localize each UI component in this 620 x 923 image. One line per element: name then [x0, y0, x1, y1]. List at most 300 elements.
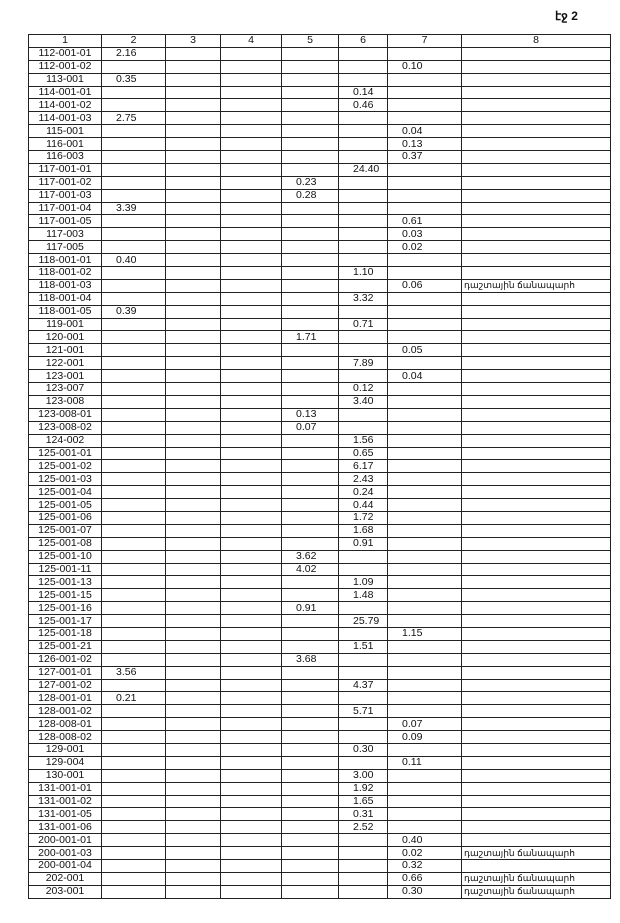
area-cell-col5 — [282, 99, 339, 112]
table-row — [29, 511, 611, 524]
area-cell-col5 — [282, 499, 339, 512]
area-cell-col2 — [102, 821, 166, 834]
table-row — [29, 550, 611, 563]
area-cell-col7 — [388, 99, 462, 112]
table-row — [29, 202, 611, 215]
parcel-code-cell: 123-008 — [29, 395, 102, 408]
note-cell — [462, 524, 611, 537]
note-cell — [462, 473, 611, 486]
note-cell — [462, 769, 611, 782]
area-cell-col7 — [388, 421, 462, 434]
parcel-code-cell: 125-001-13 — [29, 576, 102, 589]
area-cell-col6 — [339, 241, 388, 254]
note-cell — [462, 666, 611, 679]
area-cell-col5 — [282, 821, 339, 834]
area-cell-col4 — [221, 357, 282, 370]
area-cell-col3 — [166, 421, 221, 434]
table-row — [29, 834, 611, 847]
area-cell-col7 — [388, 383, 462, 396]
area-cell-col4 — [221, 860, 282, 873]
table-row — [29, 731, 611, 744]
table-row — [29, 305, 611, 318]
parcel-code-cell: 125-001-04 — [29, 486, 102, 499]
area-cell-col7 — [388, 447, 462, 460]
area-cell-col4 — [221, 383, 282, 396]
area-cell-col7 — [388, 486, 462, 499]
area-cell-col3 — [166, 383, 221, 396]
area-cell-col5 — [282, 769, 339, 782]
area-cell-col6: 0.71 — [339, 318, 388, 331]
column-header-8: 8 — [462, 35, 611, 48]
area-cell-col6 — [339, 202, 388, 215]
area-cell-col6: 0.24 — [339, 486, 388, 499]
area-cell-col3 — [166, 615, 221, 628]
area-cell-col4 — [221, 318, 282, 331]
area-cell-col7: 0.04 — [388, 370, 462, 383]
area-cell-col7 — [388, 563, 462, 576]
table-row — [29, 254, 611, 267]
area-cell-col3 — [166, 434, 221, 447]
area-cell-col5: 3.68 — [282, 653, 339, 666]
parcel-code-cell: 113-001 — [29, 73, 102, 86]
note-cell — [462, 421, 611, 434]
area-cell-col7 — [388, 318, 462, 331]
table-row — [29, 872, 611, 885]
area-cell-col6: 5.71 — [339, 705, 388, 718]
parcel-code-cell: 129-001 — [29, 743, 102, 756]
area-cell-col4 — [221, 99, 282, 112]
table-row — [29, 395, 611, 408]
area-cell-col2 — [102, 872, 166, 885]
area-cell-col7 — [388, 666, 462, 679]
area-cell-col4 — [221, 112, 282, 125]
note-cell — [462, 99, 611, 112]
parcel-code-cell: 114-001-03 — [29, 112, 102, 125]
note-cell — [462, 731, 611, 744]
parcel-code-cell: 128-001-01 — [29, 692, 102, 705]
area-cell-col5 — [282, 344, 339, 357]
area-cell-col5 — [282, 872, 339, 885]
area-cell-col6 — [339, 602, 388, 615]
area-cell-col2 — [102, 731, 166, 744]
area-cell-col7 — [388, 679, 462, 692]
area-cell-col3 — [166, 254, 221, 267]
area-cell-col5 — [282, 615, 339, 628]
area-cell-col4 — [221, 421, 282, 434]
area-cell-col6 — [339, 834, 388, 847]
area-cell-col3 — [166, 189, 221, 202]
area-cell-col3 — [166, 473, 221, 486]
table-row — [29, 163, 611, 176]
parcel-code-cell: 203-001 — [29, 885, 102, 898]
area-cell-col5 — [282, 511, 339, 524]
parcel-code-cell: 125-001-18 — [29, 627, 102, 640]
area-cell-col6: 1.10 — [339, 267, 388, 280]
area-cell-col6: 0.44 — [339, 499, 388, 512]
table-row — [29, 86, 611, 99]
area-cell-col6: 24.40 — [339, 163, 388, 176]
area-cell-col3 — [166, 692, 221, 705]
area-cell-col2: 2.16 — [102, 47, 166, 60]
area-cell-col7 — [388, 292, 462, 305]
area-cell-col4 — [221, 563, 282, 576]
area-cell-col4 — [221, 305, 282, 318]
area-cell-col7 — [388, 589, 462, 602]
area-cell-col4 — [221, 653, 282, 666]
area-cell-col7: 0.32 — [388, 860, 462, 873]
area-cell-col4 — [221, 847, 282, 860]
area-cell-col5 — [282, 151, 339, 164]
note-cell — [462, 86, 611, 99]
area-cell-col7: 0.04 — [388, 125, 462, 138]
area-cell-col4 — [221, 176, 282, 189]
area-cell-col2 — [102, 370, 166, 383]
area-cell-col4 — [221, 640, 282, 653]
note-cell: դաշտային ճանապարհ — [462, 872, 611, 885]
area-cell-col4 — [221, 602, 282, 615]
area-cell-col4 — [221, 705, 282, 718]
area-cell-col6: 0.12 — [339, 383, 388, 396]
area-cell-col2: 3.56 — [102, 666, 166, 679]
table-row — [29, 808, 611, 821]
note-cell — [462, 344, 611, 357]
area-cell-col3 — [166, 847, 221, 860]
note-cell — [462, 679, 611, 692]
area-cell-col4 — [221, 486, 282, 499]
note-cell — [462, 705, 611, 718]
area-cell-col2 — [102, 447, 166, 460]
area-cell-col5 — [282, 847, 339, 860]
note-cell — [462, 511, 611, 524]
area-cell-col6: 0.91 — [339, 537, 388, 550]
area-cell-col3 — [166, 318, 221, 331]
area-cell-col6: 2.43 — [339, 473, 388, 486]
parcel-code-cell: 125-001-16 — [29, 602, 102, 615]
area-cell-col3 — [166, 705, 221, 718]
area-cell-col3 — [166, 885, 221, 898]
table-row — [29, 357, 611, 370]
parcel-code-cell: 114-001-01 — [29, 86, 102, 99]
area-cell-col6 — [339, 215, 388, 228]
area-cell-col7: 1.15 — [388, 627, 462, 640]
parcel-code-cell: 128-008-01 — [29, 718, 102, 731]
note-cell — [462, 434, 611, 447]
area-cell-col6: 1.68 — [339, 524, 388, 537]
area-cell-col7 — [388, 653, 462, 666]
note-cell — [462, 47, 611, 60]
area-cell-col2 — [102, 795, 166, 808]
note-cell — [462, 151, 611, 164]
area-cell-col5 — [282, 679, 339, 692]
area-cell-col3 — [166, 511, 221, 524]
table-row — [29, 318, 611, 331]
table-row — [29, 821, 611, 834]
note-cell — [462, 125, 611, 138]
area-cell-col2 — [102, 602, 166, 615]
area-cell-col2 — [102, 344, 166, 357]
area-cell-col2 — [102, 576, 166, 589]
table-row — [29, 679, 611, 692]
area-cell-col4 — [221, 151, 282, 164]
area-cell-col2 — [102, 537, 166, 550]
area-cell-col4 — [221, 279, 282, 292]
area-cell-col7: 0.40 — [388, 834, 462, 847]
area-cell-col3 — [166, 151, 221, 164]
column-header-5: 5 — [282, 35, 339, 48]
note-cell — [462, 602, 611, 615]
note-cell — [462, 176, 611, 189]
parcel-code-cell: 117-003 — [29, 228, 102, 241]
note-cell — [462, 305, 611, 318]
area-cell-col3 — [166, 408, 221, 421]
area-cell-col5 — [282, 666, 339, 679]
parcel-code-cell: 120-001 — [29, 331, 102, 344]
parcel-code-cell: 118-001-03 — [29, 279, 102, 292]
area-cell-col3 — [166, 357, 221, 370]
area-cell-col6 — [339, 47, 388, 60]
parcel-code-cell: 125-001-06 — [29, 511, 102, 524]
area-cell-col3 — [166, 176, 221, 189]
area-cell-col7 — [388, 434, 462, 447]
area-cell-col4 — [221, 73, 282, 86]
area-cell-col5 — [282, 705, 339, 718]
table-row — [29, 524, 611, 537]
area-cell-col2 — [102, 318, 166, 331]
area-cell-col3 — [166, 563, 221, 576]
area-cell-col3 — [166, 241, 221, 254]
area-cell-col7: 0.03 — [388, 228, 462, 241]
area-cell-col5 — [282, 782, 339, 795]
area-cell-col3 — [166, 499, 221, 512]
area-cell-col5 — [282, 640, 339, 653]
table-row — [29, 705, 611, 718]
area-cell-col5 — [282, 370, 339, 383]
area-cell-col7 — [388, 537, 462, 550]
area-cell-col7 — [388, 473, 462, 486]
parcel-code-cell: 131-001-05 — [29, 808, 102, 821]
area-cell-col6 — [339, 331, 388, 344]
area-cell-col3 — [166, 228, 221, 241]
area-cell-col7 — [388, 47, 462, 60]
area-cell-col3 — [166, 589, 221, 602]
area-cell-col4 — [221, 550, 282, 563]
area-cell-col5 — [282, 537, 339, 550]
area-cell-col4 — [221, 679, 282, 692]
area-cell-col3 — [166, 782, 221, 795]
parcel-code-cell: 122-001 — [29, 357, 102, 370]
area-cell-col7 — [388, 73, 462, 86]
area-cell-col4 — [221, 189, 282, 202]
area-cell-col4 — [221, 60, 282, 73]
area-cell-col5 — [282, 795, 339, 808]
area-cell-col2 — [102, 473, 166, 486]
area-cell-col2: 0.39 — [102, 305, 166, 318]
area-cell-col6: 3.40 — [339, 395, 388, 408]
area-cell-col6: 6.17 — [339, 460, 388, 473]
parcel-code-cell: 117-005 — [29, 241, 102, 254]
land-parcel-table — [28, 34, 611, 899]
parcel-code-cell: 125-001-02 — [29, 460, 102, 473]
area-cell-col2 — [102, 769, 166, 782]
parcel-code-cell: 200-001-03 — [29, 847, 102, 860]
area-cell-col6 — [339, 176, 388, 189]
area-cell-col7 — [388, 576, 462, 589]
area-cell-col6: 2.52 — [339, 821, 388, 834]
table-row — [29, 640, 611, 653]
note-cell — [462, 138, 611, 151]
table-row — [29, 125, 611, 138]
table-header-row — [29, 35, 611, 48]
area-cell-col3 — [166, 125, 221, 138]
area-cell-col2 — [102, 138, 166, 151]
note-cell — [462, 615, 611, 628]
area-cell-col3 — [166, 138, 221, 151]
note-cell — [462, 486, 611, 499]
area-cell-col5 — [282, 305, 339, 318]
parcel-code-cell: 115-001 — [29, 125, 102, 138]
area-cell-col7 — [388, 705, 462, 718]
area-cell-col6 — [339, 112, 388, 125]
note-cell — [462, 112, 611, 125]
area-cell-col6 — [339, 847, 388, 860]
parcel-code-cell: 131-001-02 — [29, 795, 102, 808]
area-cell-col3 — [166, 731, 221, 744]
area-cell-col6 — [339, 731, 388, 744]
area-cell-col3 — [166, 769, 221, 782]
area-cell-col6: 0.65 — [339, 447, 388, 460]
note-cell — [462, 640, 611, 653]
area-cell-col5 — [282, 215, 339, 228]
table-row — [29, 486, 611, 499]
parcel-code-cell: 117-001-05 — [29, 215, 102, 228]
area-cell-col2 — [102, 885, 166, 898]
area-cell-col3 — [166, 756, 221, 769]
area-cell-col5: 0.13 — [282, 408, 339, 421]
area-cell-col5: 3.62 — [282, 550, 339, 563]
area-cell-col5 — [282, 138, 339, 151]
note-cell — [462, 627, 611, 640]
area-cell-col4 — [221, 86, 282, 99]
table-row — [29, 718, 611, 731]
area-cell-col5 — [282, 447, 339, 460]
area-cell-col2 — [102, 151, 166, 164]
area-cell-col7 — [388, 163, 462, 176]
area-cell-col2 — [102, 589, 166, 602]
area-cell-col2 — [102, 395, 166, 408]
note-cell — [462, 267, 611, 280]
area-cell-col4 — [221, 692, 282, 705]
area-cell-col7 — [388, 782, 462, 795]
area-cell-col4 — [221, 834, 282, 847]
area-cell-col7 — [388, 460, 462, 473]
parcel-code-cell: 127-001-01 — [29, 666, 102, 679]
area-cell-col3 — [166, 73, 221, 86]
column-header-7: 7 — [388, 35, 462, 48]
area-cell-col5 — [282, 486, 339, 499]
table-row — [29, 563, 611, 576]
table-row — [29, 344, 611, 357]
area-cell-col4 — [221, 460, 282, 473]
table-row — [29, 460, 611, 473]
note-cell — [462, 743, 611, 756]
area-cell-col5 — [282, 589, 339, 602]
area-cell-col2 — [102, 357, 166, 370]
area-cell-col2 — [102, 563, 166, 576]
area-cell-col6: 4.37 — [339, 679, 388, 692]
area-cell-col4 — [221, 499, 282, 512]
area-cell-col3 — [166, 370, 221, 383]
area-cell-col5 — [282, 834, 339, 847]
area-cell-col2 — [102, 679, 166, 692]
area-cell-col2 — [102, 860, 166, 873]
area-cell-col7: 0.07 — [388, 718, 462, 731]
parcel-code-cell: 125-001-08 — [29, 537, 102, 550]
note-cell — [462, 60, 611, 73]
area-cell-col3 — [166, 447, 221, 460]
area-cell-col5 — [282, 383, 339, 396]
area-cell-col4 — [221, 885, 282, 898]
area-cell-col2 — [102, 215, 166, 228]
area-cell-col6 — [339, 666, 388, 679]
area-cell-col5 — [282, 112, 339, 125]
area-cell-col6: 7.89 — [339, 357, 388, 370]
note-cell — [462, 73, 611, 86]
parcel-code-cell: 118-001-04 — [29, 292, 102, 305]
area-cell-col5 — [282, 241, 339, 254]
area-cell-col4 — [221, 743, 282, 756]
area-cell-col4 — [221, 138, 282, 151]
area-cell-col3 — [166, 112, 221, 125]
page-number-label: էջ 2 — [555, 9, 578, 23]
area-cell-col7 — [388, 86, 462, 99]
area-cell-col5 — [282, 60, 339, 73]
area-cell-col6: 1.51 — [339, 640, 388, 653]
area-cell-col7: 0.30 — [388, 885, 462, 898]
area-cell-col4 — [221, 589, 282, 602]
area-cell-col6: 1.72 — [339, 511, 388, 524]
area-cell-col4 — [221, 666, 282, 679]
area-cell-col6: 25.79 — [339, 615, 388, 628]
table-row — [29, 615, 611, 628]
table-row — [29, 383, 611, 396]
parcel-code-cell: 129-004 — [29, 756, 102, 769]
area-cell-col2: 0.40 — [102, 254, 166, 267]
area-cell-col6 — [339, 189, 388, 202]
area-cell-col3 — [166, 821, 221, 834]
parcel-code-cell: 125-001-07 — [29, 524, 102, 537]
parcel-code-cell: 116-003 — [29, 151, 102, 164]
area-cell-col2 — [102, 756, 166, 769]
area-cell-col4 — [221, 473, 282, 486]
parcel-code-cell: 200-001-01 — [29, 834, 102, 847]
table-row — [29, 653, 611, 666]
area-cell-col2 — [102, 718, 166, 731]
area-cell-col4 — [221, 215, 282, 228]
area-cell-col7 — [388, 189, 462, 202]
table-row — [29, 589, 611, 602]
table-row — [29, 292, 611, 305]
area-cell-col7 — [388, 331, 462, 344]
parcel-code-cell: 125-001-11 — [29, 563, 102, 576]
parcel-code-cell: 117-001-04 — [29, 202, 102, 215]
table-row — [29, 331, 611, 344]
area-cell-col5 — [282, 47, 339, 60]
area-cell-col4 — [221, 344, 282, 357]
area-cell-col6 — [339, 344, 388, 357]
area-cell-col4 — [221, 163, 282, 176]
area-cell-col6 — [339, 718, 388, 731]
note-cell — [462, 718, 611, 731]
